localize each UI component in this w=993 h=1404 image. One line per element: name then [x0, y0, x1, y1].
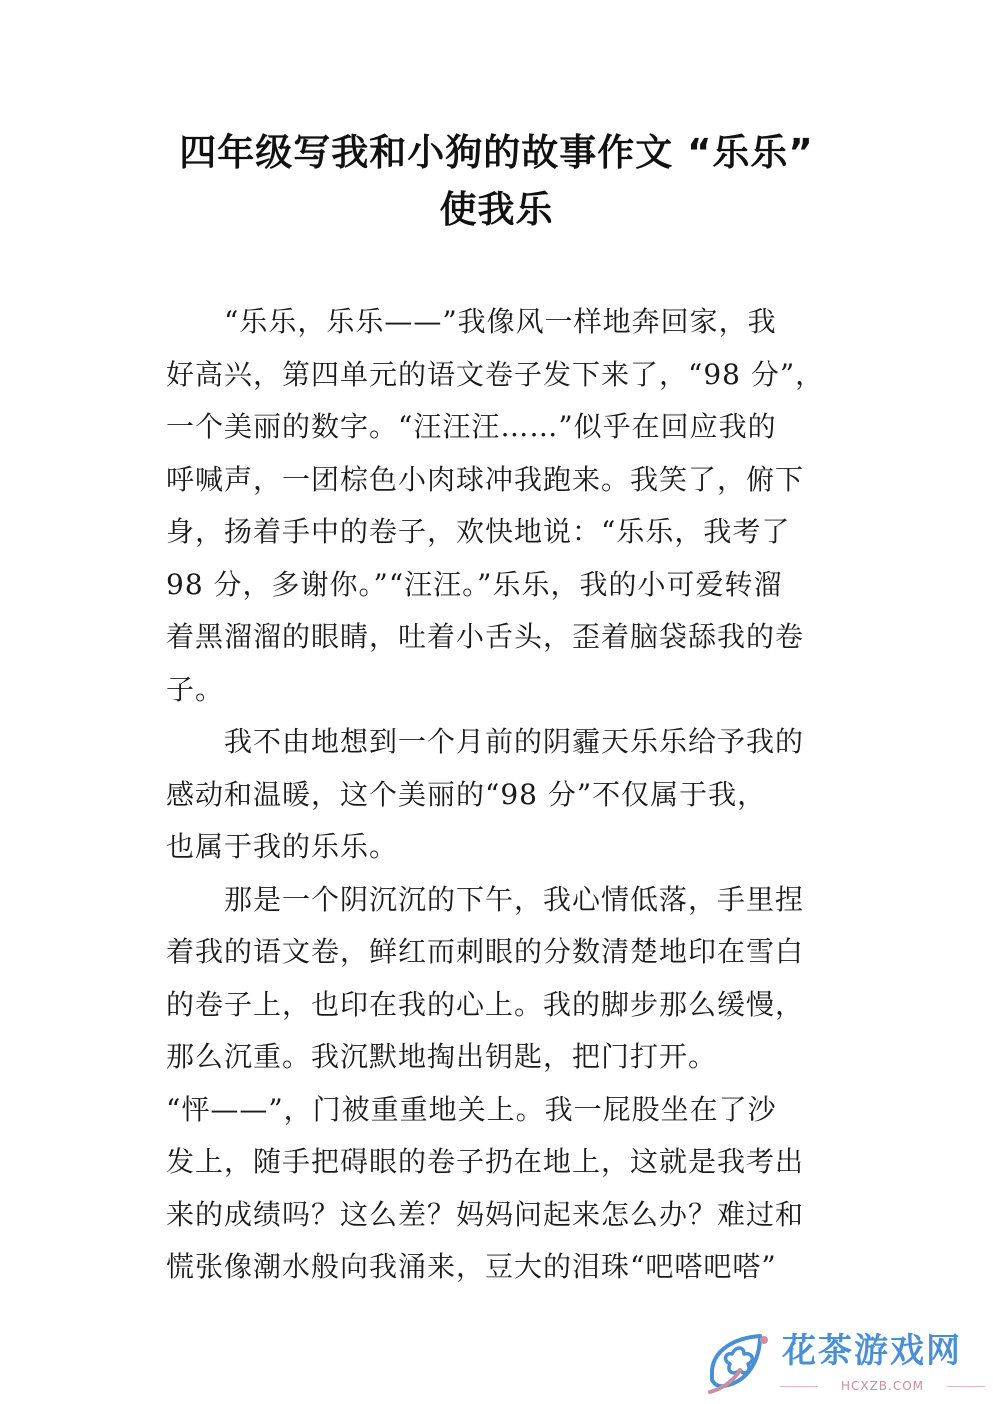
paragraph-1	[166, 296, 830, 716]
paragraph-line: 也属于我的乐乐。	[166, 830, 399, 863]
paragraph-line: 发上，随手把碍眼的卷子扔在地上，这就是我考出	[166, 1145, 805, 1178]
watermark-brand: 花茶游戏网	[782, 1331, 962, 1371]
watermark-domain: HCXZB.COM	[840, 1379, 925, 1393]
paragraph-3	[166, 874, 830, 1294]
paragraph-line: 好高兴，第四单元的语文卷子发下来了，“98 分”，	[166, 357, 825, 391]
paragraph-line: 着我的语文卷，鲜红而刺眼的分数清楚地印在雪白	[166, 935, 805, 968]
title-line-2: 使我乐	[439, 188, 554, 231]
paragraph-line: 我不由地想到一个月前的阴霾天乐乐给予我的	[224, 725, 805, 758]
watermark-domain-row	[780, 1376, 985, 1396]
paragraph-line: 一个美丽的数字。“汪汪汪……”似乎在回应我的	[166, 410, 777, 443]
paragraph-line: 子。	[166, 672, 225, 706]
paragraph-line: 呼喊声，一团棕色小肉球冲我跑来。我笑了，俯下	[166, 462, 805, 496]
paragraph-line: 身，扬着手中的卷子，欢快地说：“乐乐，我考了	[166, 515, 791, 548]
paragraph-line: 感动和温暖，这个美丽的“98 分”不仅属于我，	[166, 777, 767, 811]
divider	[947, 1386, 985, 1387]
document-body	[166, 296, 830, 1294]
site-watermark	[700, 1324, 993, 1404]
paragraph-line: 98 分，多谢你。”“汪汪。”乐乐，我的小可爱转溜	[166, 567, 783, 601]
title-line-1: 四年级写我和小狗的故事作文 “乐乐”	[179, 131, 814, 174]
paragraph-line: 那是一个阴沉沉的下午，我心情低落，手里捏	[224, 882, 805, 916]
paragraph-line: 慌张像潮水般向我涌来，豆大的泪珠“吧嗒吧嗒”	[166, 1250, 777, 1283]
paragraph-line: 那么沉重。我沉默地掏出钥匙，把门打开。	[166, 1040, 718, 1073]
paragraph-line: 着黑溜溜的眼睛，吐着小舌头，歪着脑袋舔我的卷	[166, 620, 805, 653]
paragraph-2	[166, 716, 830, 874]
paragraph-line: 来的成绩吗？这么差？妈妈问起来怎么办？难过和	[166, 1197, 805, 1231]
paragraph-line: 的卷子上，也印在我的心上。我的脚步那么缓慢，	[166, 987, 805, 1021]
flower-leaf-logo-icon	[704, 1330, 776, 1396]
paragraph-line: “怦——”，门被重重地关上。我一屁股坐在了沙	[166, 1092, 777, 1126]
paragraph-line: “乐乐，乐乐——”我像风一样地奔回家，我	[224, 305, 777, 338]
document-title	[130, 124, 863, 238]
